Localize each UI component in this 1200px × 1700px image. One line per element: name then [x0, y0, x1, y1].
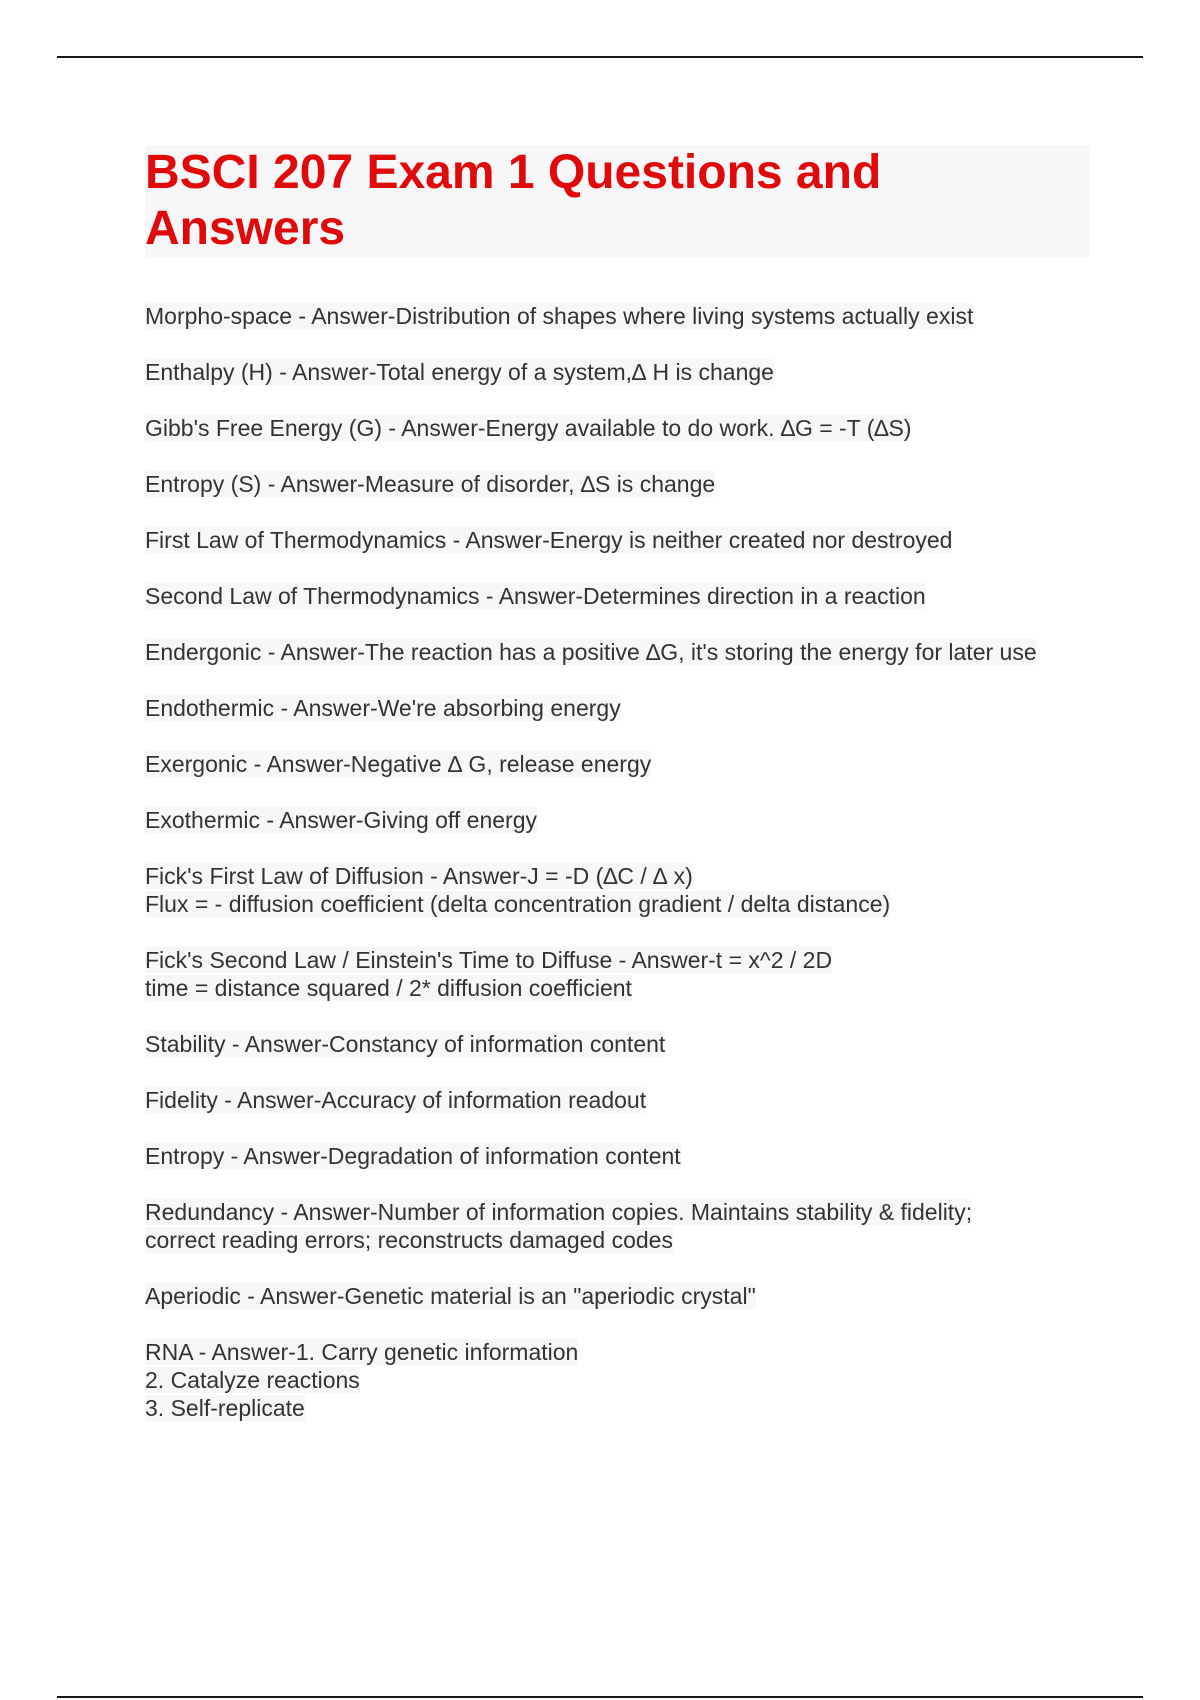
title-block — [145, 145, 1089, 257]
qa-item — [145, 1198, 1105, 1254]
qa-item — [145, 1142, 1105, 1170]
qa-item-text: Stability - Answer-Constancy of information content — [145, 1031, 666, 1057]
qa-item-text: Endergonic - Answer-The reaction has a positive ∆G, it's storing the energy for later use — [145, 639, 1037, 665]
qa-item-text: Exergonic - Answer-Negative ∆ G, release energy — [145, 751, 652, 777]
top-rule — [57, 56, 1143, 58]
qa-item-text: Fidelity - Answer-Accuracy of information readout — [145, 1087, 647, 1113]
qa-item-text: Redundancy - Answer-Number of information copies. Maintains stability & fidelity; correct reading errors; reconstructs damaged codes — [145, 1199, 973, 1253]
qa-list — [145, 302, 1105, 1450]
page-title: BSCI 207 Exam 1 Questions and Answers — [145, 146, 882, 255]
qa-item — [145, 470, 1105, 498]
qa-item — [145, 862, 1105, 918]
bottom-rule — [57, 1696, 1143, 1698]
qa-item — [145, 302, 1105, 330]
qa-item-text: Fick's First Law of Diffusion - Answer-J = -D (∆C / ∆ x) Flux = - diffusion coefficient (delta concentration gradient / delta distance) — [145, 863, 891, 917]
qa-item — [145, 1338, 1105, 1422]
qa-item — [145, 638, 1105, 666]
qa-item-text: Exothermic - Answer-Giving off energy — [145, 807, 538, 833]
qa-item-text: Gibb's Free Energy (G) - Answer-Energy available to do work. ∆G = -T (∆S) — [145, 415, 912, 441]
qa-item — [145, 526, 1105, 554]
qa-item — [145, 582, 1105, 610]
qa-item-text: Entropy (S) - Answer-Measure of disorder, ∆S is change — [145, 471, 716, 497]
qa-item — [145, 946, 1105, 1002]
qa-item-text: Fick's Second Law / Einstein's Time to Diffuse - Answer-t = x^2 / 2D time = distance squared / 2* diffusion coefficient — [145, 947, 833, 1001]
qa-item — [145, 414, 1105, 442]
qa-item — [145, 358, 1105, 386]
qa-item — [145, 806, 1105, 834]
qa-item-text: Enthalpy (H) - Answer-Total energy of a system,∆ H is change — [145, 359, 774, 385]
qa-item-text: Morpho-space - Answer-Distribution of shapes where living systems actually exist — [145, 303, 974, 329]
qa-item — [145, 1030, 1105, 1058]
qa-item-text: Second Law of Thermodynamics - Answer-Determines direction in a reaction — [145, 583, 926, 609]
qa-item-text: Endothermic - Answer-We're absorbing energy — [145, 695, 621, 721]
qa-item — [145, 750, 1105, 778]
qa-item-text: First Law of Thermodynamics - Answer-Energy is neither created nor destroyed — [145, 527, 953, 553]
qa-item — [145, 1086, 1105, 1114]
qa-item — [145, 694, 1105, 722]
qa-item — [145, 1282, 1105, 1310]
qa-item-text: RNA - Answer-1. Carry genetic information 2. Catalyze reactions 3. Self-replicate — [145, 1339, 579, 1421]
qa-item-text: Aperiodic - Answer-Genetic material is an "aperiodic crystal" — [145, 1283, 756, 1309]
qa-item-text: Entropy - Answer-Degradation of information content — [145, 1143, 681, 1169]
